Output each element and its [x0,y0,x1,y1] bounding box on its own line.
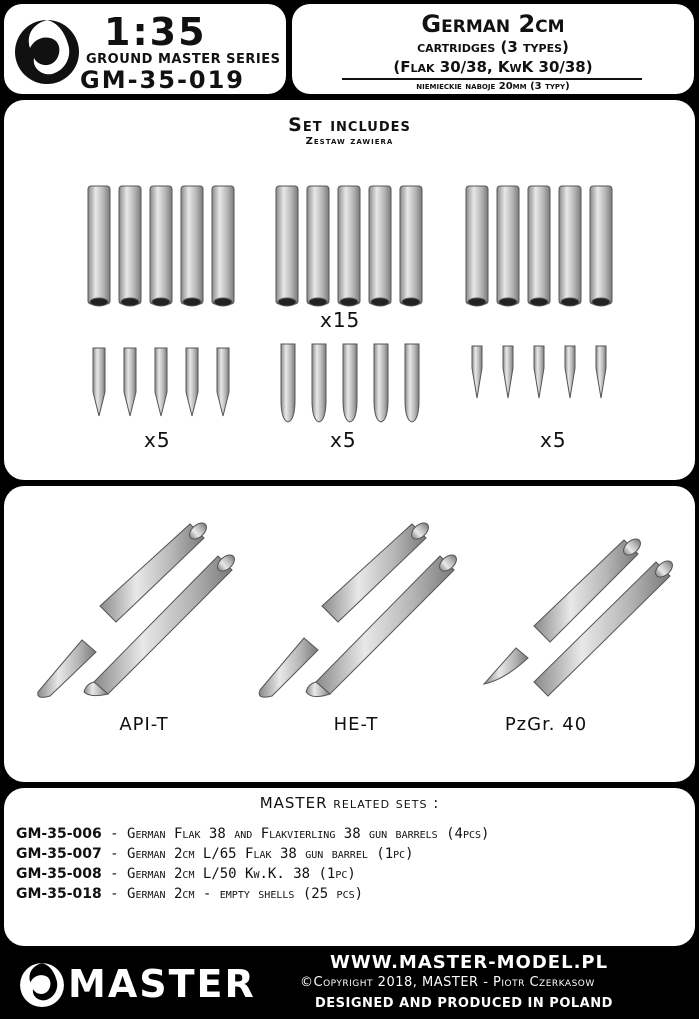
pzgr-40-label: PzGr. 40 [504,714,588,735]
related-set-code: GM-35-018 [16,886,102,902]
polish-title: niemieckie naboje 20mm (3 typy) [416,81,570,92]
related-sets-heading: MASTER related sets : [259,794,440,812]
product-subtitle-2: (Flak 30/38, KwK 30/38) [393,58,593,76]
production-notice: DESIGNED AND PRODUCED IN POLAND [315,996,613,1011]
related-set-desc: - German Flak 38 and Flakvierling 38 gun barrels (4pcs) [101,826,490,842]
cartridge-case-group-2 [276,186,422,306]
cartridge-case-group-3 [466,186,612,306]
pzgr-40-assembly [484,536,675,696]
scale-label: 1:35 [104,10,207,54]
he-t-assembly [259,520,459,697]
related-set-desc: - German 2cm L/50 Kw.K. 38 (1pc) [101,866,356,882]
master-swirl-logo-icon [12,10,82,88]
footer-swirl-logo-icon [18,956,66,1010]
set-includes-heading: Set includes [288,114,411,136]
he-t-quantity: x5 [330,428,357,452]
projectile-group-pzgr-40 [472,346,606,398]
related-set-item [16,886,363,902]
related-set-item [16,866,356,882]
related-set-code: GM-35-006 [16,826,102,842]
product-title: German 2cm [421,10,565,38]
product-logo-panel [4,4,286,94]
api-t-label: API-T [119,714,169,735]
he-t-label: HE-T [333,714,379,735]
projectile-group-api-t [93,348,229,416]
parts-illustration [4,100,695,480]
related-set-code: GM-35-007 [16,846,102,862]
related-set-item [16,826,489,842]
related-set-item [16,846,414,862]
api-t-assembly [38,520,238,697]
product-subtitle-1: cartridges (3 types) [417,38,569,56]
footer-brand: MASTER [68,962,256,1006]
set-includes-subheading: Zestaw zawiera [305,136,394,147]
product-code: GM-35-019 [80,66,245,94]
cartridge-case-group-1 [88,186,234,306]
projectile-group-he-t [281,344,419,422]
api-t-quantity: x5 [144,428,171,452]
related-set-desc: - German 2cm L/65 Flak 38 gun barrel (1pc) [101,846,414,862]
website-link[interactable]: WWW.MASTER-MODEL.PL [330,952,609,973]
title-divider [342,78,642,80]
copyright-notice: ©Copyright 2018, MASTER - Piotr Czerkasow [300,975,595,990]
title-panel [292,4,694,94]
assembled-cartridge-illustration [4,486,695,782]
series-label: GROUND MASTER SERIES [86,52,281,67]
related-set-desc: - German 2cm - empty shells (25 pcs) [101,886,364,902]
assembled-views-panel [4,486,695,782]
pzgr-quantity: x5 [540,428,567,452]
cases-quantity: x15 [320,308,361,332]
set-contents-panel [4,100,695,480]
related-sets-panel [4,788,695,946]
related-set-code: GM-35-008 [16,866,102,882]
